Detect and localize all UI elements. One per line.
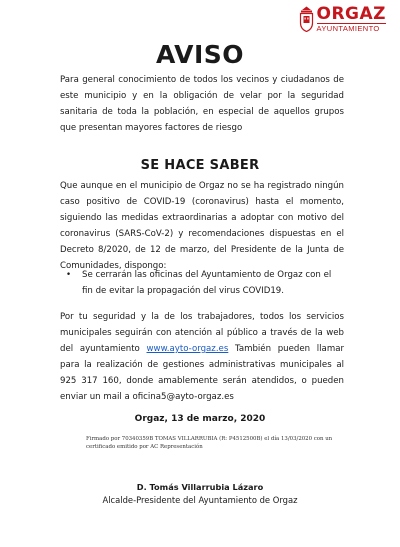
- signer-position: Alcalde-Presidente del Ayuntamiento de Orgaz: [102, 495, 298, 505]
- closing-text-after-link: También pueden llamar para la realización de gestiones administrativas municipales al 925 317 160, donde amablemente serán atendidos, o pueden enviar un mail a oficina5@ayto-orgaz.es: [60, 344, 344, 402]
- closing-text-before-link: Por tu seguridad y la de los trabajadores, todos los servicios municipales seguirán con atención al público a través de la web del ayuntamiento: [60, 312, 344, 354]
- signer-name: D. Tomás Villarrubia Lázaro: [136, 482, 264, 492]
- coat-of-arms-icon: [299, 6, 314, 32]
- measures-list: [60, 267, 344, 299]
- intro-paragraph: Para general conocimiento de todos los vecinos y ciudadanos de este municipio y en la obligación de velar por la seguridad sanitaria de toda la población, en especial de aquellos grupos que presentan mayores factores de riesgo: [60, 75, 344, 133]
- section-heading: SE HACE SABER: [140, 158, 260, 173]
- body-paragraph: Que aunque en el municipio de Orgaz no se ha registrado ningún caso positivo de COVID-19 (coronavirus) hasta el momento, siguiendo las medidas extraordinarias a adoptar con motivo del coronavirus (SARS-CoV-2) y recomendaciones dispuestas en el Decreto 8/2020, de 12 de marzo, del Presidente de la Junta de Comunidades, dispongo:: [60, 181, 344, 271]
- document-date: Orgaz, 13 de marzo, 2020: [134, 414, 266, 424]
- list-item: [60, 267, 344, 299]
- document-title: AVISO: [155, 40, 245, 69]
- logo-subtitle: AYUNTAMIENTO: [317, 23, 386, 33]
- orgaz-logo: [299, 6, 386, 33]
- website-link[interactable]: www.ayto-orgaz.es: [146, 344, 229, 354]
- list-item-text: Se cerrarán las oficinas del Ayuntamiento de Orgaz con el fin de evitar la propagación del virus COVID19.: [82, 270, 332, 296]
- digital-signature-note: Firmado por 70340359B TOMAS VILLARRUBIA (R: P4512500B) el día 13/03/2020 con un certificado emitido por AC Representación: [86, 436, 333, 450]
- closing-paragraph: [60, 309, 344, 405]
- logo-name: ORGAZ: [316, 4, 386, 24]
- bullet-icon: •: [66, 270, 72, 280]
